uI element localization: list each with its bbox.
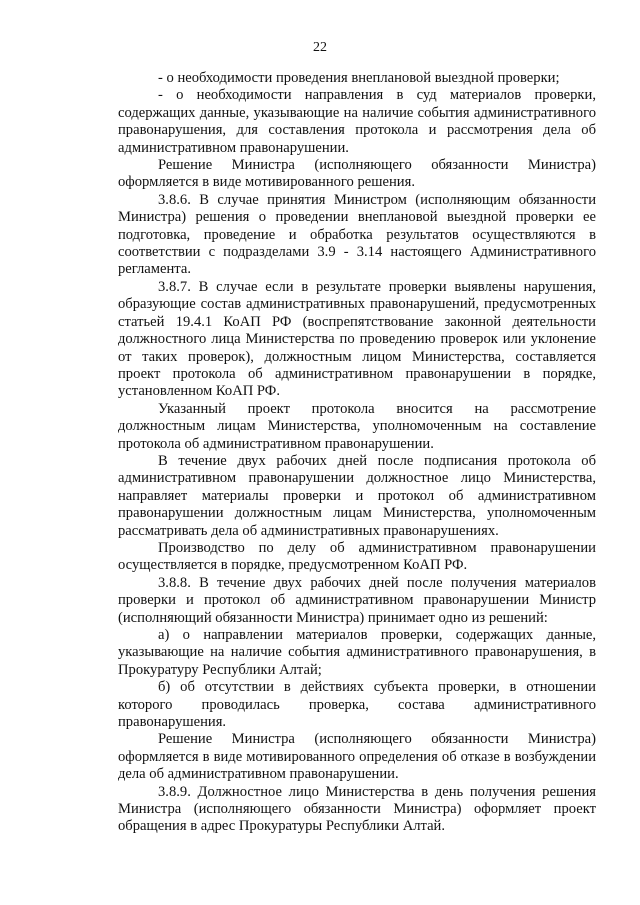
- paragraph: 3.8.8. В течение двух рабочих дней после получения материалов проверки и протокол об административном правонарушении Министр (исполняющий обязанности Министра) принимает одно из решений:: [118, 574, 596, 626]
- document-body: [118, 70, 596, 836]
- paragraph: - о необходимости проведения внеплановой выездной проверки;: [158, 70, 560, 86]
- paragraph: 3.8.7. В случае если в результате проверки выявлены нарушения, образующие состав административных правонарушений, предусмотренных статьей 19.4.1 КоАП РФ (воспрепятствование законной деятельности должностного лица Министерства по проведению проверок или уклонение от таких проверок), должностным лицом Министерства, составляется проект протокола об административном правонарушении в порядке, установленном КоАП РФ.: [118, 278, 596, 400]
- paragraph: Решение Министра (исполняющего обязанности Министра) оформляется в виде мотивированного определения об отказе в возбуждении дела об административном правонарушении.: [118, 731, 596, 783]
- page-number: 22: [313, 40, 327, 55]
- paragraph: 3.8.9. Должностное лицо Министерства в день получения решения Министра (исполняющего обязанности Министра) оформляет проект обращения в адрес Прокуратуры Республики Алтай.: [118, 783, 596, 835]
- paragraph: б) об отсутствии в действиях субъекта проверки, в отношении которого проводилась проверка, состава административного правонарушения.: [118, 679, 596, 731]
- paragraph: Указанный проект протокола вносится на рассмотрение должностным лицам Министерства, уполномоченным на составление протокола об административном правонарушении.: [118, 400, 596, 452]
- paragraph: В течение двух рабочих дней после подписания протокола об административном правонарушении должностное лицо Министерства, направляет материалы проверки и протокол об административном правонарушении должностным лицам Министерства, уполномоченным рассматривать дела об административных правонарушениях.: [118, 452, 596, 539]
- paragraph: 3.8.6. В случае принятия Министром (исполняющим обязанности Министра) решения о проведении внеплановой выездной проверки ее подготовка, проведение и обработка результатов осуществляются в соответствии с подразделами 3.9 - 3.14 настоящего Административного регламента.: [118, 191, 596, 278]
- paragraph: а) о направлении материалов проверки, содержащих данные, указывающие на наличие события административного правонарушения, в Прокуратуру Республики Алтай;: [118, 627, 596, 678]
- paragraph: Производство по делу об административном правонарушении осуществляется в порядке, предусмотренном КоАП РФ.: [118, 539, 596, 574]
- paragraph: Решение Министра (исполняющего обязанности Министра) оформляется в виде мотивированного решения.: [118, 157, 596, 191]
- paragraph: - о необходимости направления в суд материалов проверки, содержащих данные, указывающие на наличие события административного правонарушения, для составления протокола и рассмотрения дела об административном правонарушении.: [118, 87, 596, 156]
